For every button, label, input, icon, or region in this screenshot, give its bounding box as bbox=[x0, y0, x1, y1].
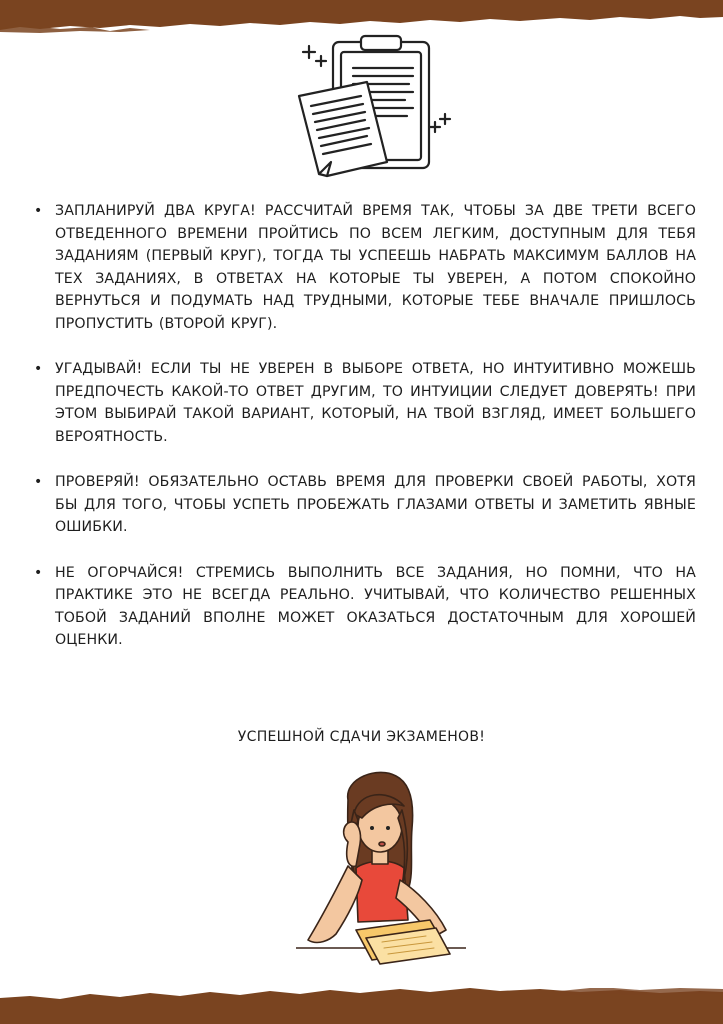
list-item bbox=[34, 562, 696, 652]
bullet-icon: • bbox=[34, 474, 43, 490]
tip-text: ПРОВЕРЯЙ! ОБЯЗАТЕЛЬНО ОСТАВЬ ВРЕМЯ ДЛЯ ПРОВЕРКИ СВОЕЙ РАБОТЫ, ХОТЯ БЫ ДЛЯ ТОГО, ЧТОБЫ УСПЕТЬ ПРОБЕЖАТЬ ГЛАЗАМИ ОТВЕТЫ И ЗАМЕТИТЬ ЯВНЫЕ ОШИБКИ. bbox=[55, 474, 696, 535]
bottom-brush-border bbox=[0, 988, 723, 1024]
top-brush-border bbox=[0, 0, 723, 34]
bullet-icon: • bbox=[34, 361, 43, 377]
clipboard-papers-icon bbox=[285, 34, 465, 194]
list-item bbox=[34, 358, 696, 448]
closing-wish: УСПЕШНОЙ СДАЧИ ЭКЗАМЕНОВ! bbox=[237, 729, 486, 745]
tips-list bbox=[34, 200, 696, 652]
bullet-icon: • bbox=[34, 203, 43, 219]
student-girl-illustration bbox=[296, 770, 466, 966]
tip-text: УГАДЫВАЙ! ЕСЛИ ТЫ НЕ УВЕРЕН В ВЫБОРЕ ОТВЕТА, НО ИНТУИТИВНО МОЖЕШЬ ПРЕДПОЧЕСТЬ КАКОЙ-ТО ОТВЕТ ДРУГИМ, ТО ИНТУИЦИИ СЛЕДУЕТ ДОВЕРЯТЬ! ПРИ ЭТОМ ВЫБИРАЙ ТАКОЙ ВАРИАНТ, КОТОРЫЙ, НА ТВОЙ ВЗГЛЯД, ИМЕЕТ БОЛЬШЕГО ВЕРОЯТНОСТЬ. bbox=[55, 361, 696, 445]
tip-text: НЕ ОГОРЧАЙСЯ! СТРЕМИСЬ ВЫПОЛНИТЬ ВСЕ ЗАДАНИЯ, НО ПОМНИ, ЧТО НА ПРАКТИКЕ ЭТО НЕ ВСЕГДА РЕАЛЬНО. УЧИТЫВАЙ, ЧТО КОЛИЧЕСТВО РЕШЕННЫХ ТОБОЙ ЗАДАНИЙ ВПОЛНЕ МОЖЕТ ОКАЗАТЬСЯ ДОСТАТОЧНЫМ ДЛЯ ХОРОШЕЙ ОЦЕНКИ. bbox=[55, 564, 696, 648]
tip-text: ЗАПЛАНИРУЙ ДВА КРУГА! РАССЧИТАЙ ВРЕМЯ ТАК, ЧТОБЫ ЗА ДВЕ ТРЕТИ ВСЕГО ОТВЕДЕННОГО ВРЕМЕНИ ПРОЙТИСЬ ПО ВСЕМ ЛЕГКИМ, ДОСТУПНЫМ ДЛЯ ТЕБЯ ЗАДАНИЯМ (ПЕРВЫЙ КРУГ), ТОГДА ТЫ УСПЕЕШЬ НАБРАТЬ МАКСИМУМ БАЛЛОВ НА ТЕХ ЗАДАНИЯХ, В ОТВЕТАХ НА КОТОРЫЕ ТЫ УВЕРЕН, А ПОТОМ СПОКОЙНО ВЕРНУТЬСЯ И ПОДУМАТЬ НАД ТРУДНЫМИ, КОТОРЫЕ ТЕБЕ ВНАЧАЛЕ ПРИШЛОСЬ ПРОПУСТИТЬ (ВТОРОЙ КРУГ). bbox=[55, 203, 696, 332]
list-item bbox=[34, 471, 696, 539]
list-item bbox=[34, 200, 696, 335]
bullet-icon: • bbox=[34, 564, 43, 581]
